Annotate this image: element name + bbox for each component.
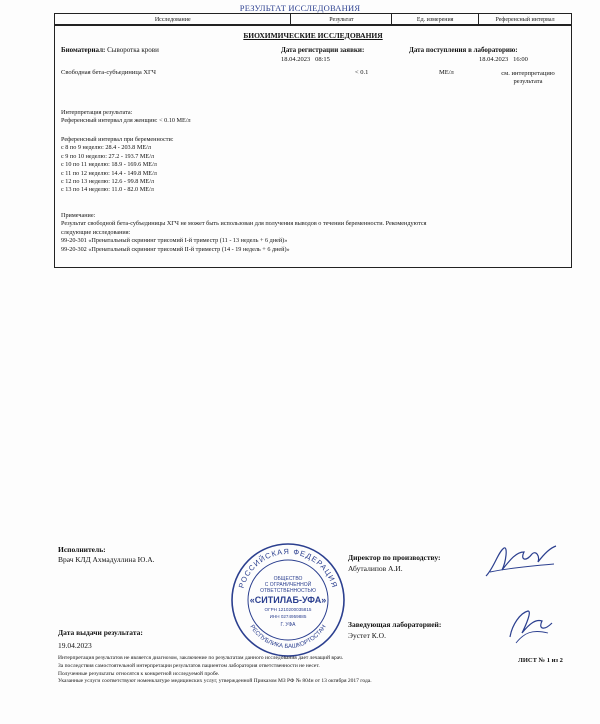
note-line: 99-20-302 «Пренатальный скрининг трисомий II-й триместр (14 - 19 недель + 6 дней)» [61, 245, 290, 253]
footer-line: Полученные результаты относятся к конкретной исследуемой пробе. [58, 670, 220, 677]
test-reference-line2: результата [513, 78, 543, 85]
interpretation-heading: Интерпретация результата: [61, 109, 133, 116]
head-lab-value: Эустет К.О. [348, 631, 386, 640]
note-line: следующие исследования: [61, 228, 131, 236]
stamp-name: «СИТИЛАБ-УФА» [249, 595, 327, 605]
executor-value: Врач КЛД Ахмадуллина Ю.А. [58, 555, 155, 564]
director-label: Директор по производству: [348, 553, 441, 562]
note-heading: Примечание: [61, 212, 96, 219]
footer-line: Указанные услуги соответствуют номенклатуре медицинских услуг, утвержденной Приказом МЗ РФ № 804н от 13 октября 2017 года. [58, 678, 372, 685]
stamp-outer-top: РОССИЙСКАЯ ФЕДЕРАЦИЯ [236, 546, 340, 590]
col-reference: Референсный интервал [479, 14, 572, 26]
col-result: Результат [291, 14, 392, 26]
head-lab-label: Заведующая лабораторией: [348, 620, 442, 629]
note-block [61, 212, 565, 254]
report-title: РЕЗУЛЬТАТ ИССЛЕДОВАНИЯ [239, 3, 361, 13]
note-line: 99-20-301 «Пренатальный скрининг трисомий I-й триместр (11 - 13 недель + 6 дней)» [61, 237, 288, 245]
test-reference [485, 70, 571, 86]
stamp-inner2: С ОГРАНИЧЕННОЙ [264, 582, 312, 588]
stamp-city: Г. УФА [280, 622, 296, 628]
head-lab-signature-icon [502, 603, 562, 649]
footer-line: За последствия самостоятельной интерпретации результатов пациентом лаборатория ответственности не несет. [58, 662, 320, 669]
stamp-outer-bottom: РЕСПУБЛИКА БАШКОРТОСТАН [248, 624, 328, 651]
biomaterial-value: Сыворотка крови [107, 46, 159, 54]
interpretation-block [61, 109, 191, 126]
pregnancy-line: с 8 по 9 неделю: 28.4 - 203.8 МЕ/л [61, 144, 151, 152]
pregnancy-block [61, 136, 174, 195]
issue-date-label: Дата выдачи результата: [58, 628, 143, 637]
biomaterial [61, 46, 159, 54]
pregnancy-line: с 13 по 14 неделю: 11.0 - 82.0 МЕ/л [61, 186, 154, 194]
stamp-inner3: ОТВЕТСТВЕННОСТЬЮ [260, 588, 316, 594]
results-frame [54, 24, 572, 268]
pregnancy-line: с 10 по 11 неделю: 18.9 - 169.6 МЕ/л [61, 161, 157, 169]
executor-label: Исполнитель: [58, 545, 106, 554]
interpretation-line: Референсный интервал для женщин: < 0.10 МЕ/л [61, 117, 191, 125]
director-value: Абуталипов А.И. [348, 564, 403, 573]
col-test: Исследование [55, 14, 291, 26]
test-reference-line1: см. интерпретацию [501, 70, 555, 77]
biomaterial-label: Биоматериал: [61, 46, 106, 54]
sheet-number: ЛИСТ № 1 из 2 [518, 657, 563, 664]
arrival-value: 18.04.2023 16:00 [479, 56, 528, 63]
issue-date-value: 19.04.2023 [58, 641, 92, 650]
test-name: Свободная бета-субъединица ХГЧ [61, 69, 157, 76]
organization-stamp-icon [228, 540, 348, 660]
registration-label: Дата регистрации заявки: [281, 46, 365, 54]
footer-notes [58, 655, 372, 686]
arrival-label: Дата поступления в лабораторию: [409, 46, 518, 54]
section-title: БИОХИМИЧЕСКИЕ ИССЛЕДОВАНИЯ [243, 31, 383, 40]
pregnancy-heading: Референсный интервал при беременности: [61, 136, 174, 143]
test-result: < 0.1 [355, 69, 369, 76]
note-line: Результат свободной бета-субъединицы ХГЧ не может быть использован для получения выводов о течении беременности. Рекомендуются [61, 220, 427, 228]
stamp-inner1: ОБЩЕСТВО [273, 576, 303, 582]
footer-line: Интерпретация результатов не является диагнозом, заключение по результатам данного исследования дает лечащий врач. [58, 655, 344, 661]
stamp-ogrn: ОГРН 1210200035815 [264, 607, 312, 612]
registration-value: 18.04.2023 08:15 [281, 56, 330, 63]
test-unit: МЕ/л [439, 69, 454, 76]
pregnancy-line: с 11 по 12 неделю: 14.4 - 149.8 МЕ/л [61, 169, 157, 177]
pregnancy-line: с 9 по 10 неделю: 27.2 - 193.7 МЕ/л [61, 152, 155, 160]
director-signature-icon [480, 538, 560, 584]
col-unit: Ед. измерения [392, 14, 479, 26]
stamp-inn: ИНН 0274959885 [269, 614, 307, 619]
pregnancy-line: с 12 по 13 неделю: 12.6 - 99.8 МЕ/л [61, 178, 155, 186]
